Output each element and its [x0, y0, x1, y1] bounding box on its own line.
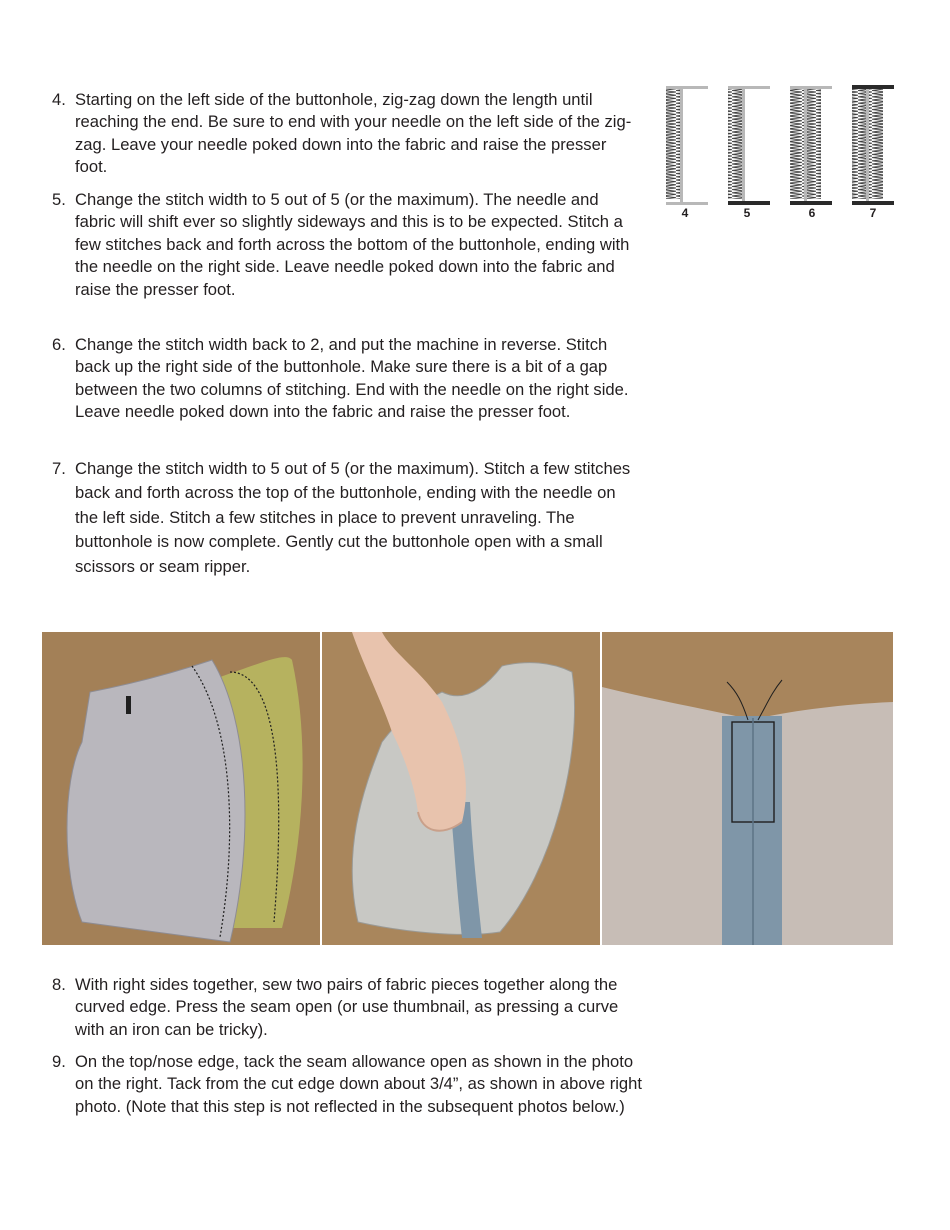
diagram-stage-6 — [790, 86, 832, 205]
photo-tacked-seam — [602, 632, 893, 945]
step-text: Change the stitch width back to 2, and put the machine in reverse. Stitch back up the right side of the buttonhole. Make sure there is a bit of a gap between the two columns of stitching. End with the needle on the right side. Leave needle poked down into the fabric and raise the presser foot. — [75, 335, 629, 422]
step-text: With right sides together, sew two pairs of fabric pieces together along the curved edge. Press the seam open (or use thumbnail, as pressing a curve with an iron can be tricky). — [75, 975, 619, 1039]
photo-pressing-seam — [322, 632, 600, 945]
step-8 — [52, 974, 642, 1041]
step-number: 8. — [52, 975, 66, 994]
step-6 — [52, 334, 642, 424]
buttonhole-diagram — [662, 84, 902, 224]
step-text: Starting on the left side of the buttonhole, zig-zag down the length until reaching the end. Be sure to end with your needle on the left side of the zig-zag. Leave your needle poked down into the fabric and raise the presser foot. — [75, 90, 632, 177]
step-number: 4. — [52, 90, 66, 109]
step-number: 9. — [52, 1052, 66, 1071]
diagram-stage-5 — [728, 86, 770, 205]
diagram-label-7: 7 — [869, 206, 877, 220]
step-9 — [52, 1051, 642, 1118]
diagram-label-4: 4 — [681, 206, 689, 220]
photo-fabric-pieces — [42, 632, 320, 945]
step-number: 6. — [52, 335, 66, 354]
step-text: On the top/nose edge, tack the seam allowance open as shown in the photo on the right. Tack from the cut edge down about 3/4”, as shown in above right photo. (Note that this step is not reflected in the subsequent photos below.) — [75, 1052, 642, 1116]
step-text: Change the stitch width to 5 out of 5 (or the maximum). Stitch a few stitches back and forth across the top of the buttonhole, ending with the needle on the left side. Stitch a few stitches in place to prevent unraveling. The buttonhole is now complete. Gently cut the buttonhole open with a small scissors or seam ripper. — [75, 459, 631, 576]
diagram-stage-4 — [666, 86, 708, 205]
diagram-label-6: 6 — [808, 206, 816, 220]
step-number: 7. — [52, 459, 66, 478]
step-5 — [52, 189, 642, 301]
step-number: 5. — [52, 190, 66, 209]
step-text: Change the stitch width to 5 out of 5 (or the maximum). The needle and fabric will shift ever so slightly sideways and this is to be expected. Stitch a few stitches back and forth across the bottom of the buttonhole, ending with the needle on the right side. Leave needle poked down into the fabric and raise the presser foot. — [75, 190, 630, 299]
diagram-label-5: 5 — [743, 206, 751, 220]
step-4 — [52, 89, 642, 179]
step-7 — [52, 457, 642, 579]
buttonhole-diagram-graphic — [662, 84, 902, 209]
diagram-stage-7 — [852, 85, 894, 205]
